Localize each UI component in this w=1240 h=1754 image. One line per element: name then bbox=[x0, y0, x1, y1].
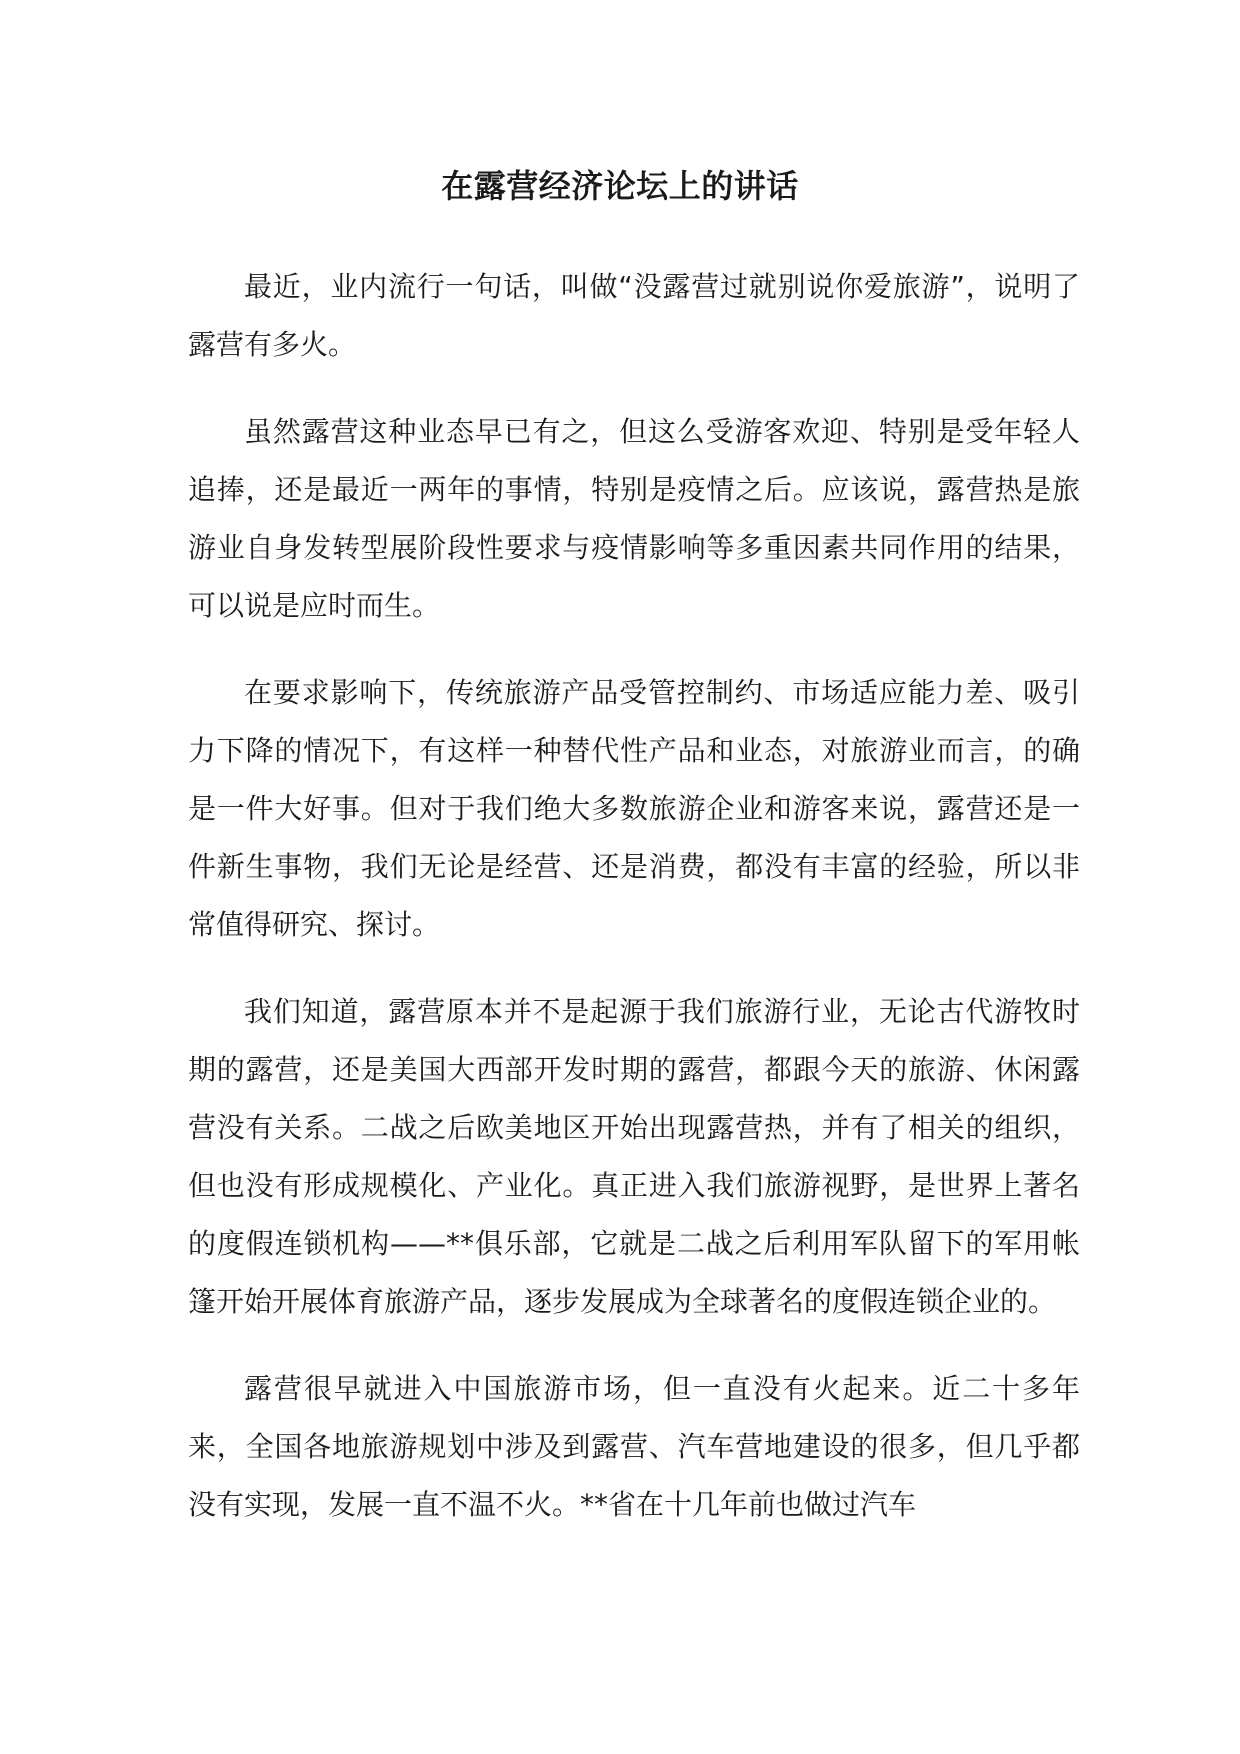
paragraph: 露营很早就进入中国旅游市场，但一直没有火起来。近二十多年来，全国各地旅游规划中涉及到露营、汽车营地建设的很多，但几乎都没有实现，发展一直不温不火。**省在十几年前也做过汽车 bbox=[188, 1372, 1080, 1521]
document-title: 在露营经济论坛上的讲话 bbox=[441, 167, 799, 205]
document-body bbox=[188, 258, 1080, 1563]
paragraph: 在要求影响下，传统旅游产品受管控制约、市场适应能力差、吸引力下降的情况下，有这样一种替代性产品和业态，对旅游业而言，的确是一件大好事。但对于我们绝大多数旅游企业和游客来说，露营还是一件新生事物，我们无论是经营、还是消费，都没有丰富的经验，所以非常值得研究、探讨。 bbox=[188, 676, 1080, 941]
paragraph: 虽然露营这种业态早已有之，但这么受游客欢迎、特别是受年轻人追捧，还是最近一两年的事情，特别是疫情之后。应该说，露营热是旅游业自身发转型展阶段性要求与疫情影响等多重因素共同作用的结果，可以说是应时而生。 bbox=[188, 415, 1080, 622]
paragraph: 最近，业内流行一句话，叫做“没露营过就别说你爱旅游”，说明了露营有多火。 bbox=[188, 270, 1080, 361]
paragraph: 我们知道，露营原本并不是起源于我们旅游行业，无论古代游牧时期的露营，还是美国大西部开发时期的露营，都跟今天的旅游、休闲露营没有关系。二战之后欧美地区开始出现露营热，并有了相关的组织，但也没有形成规模化、产业化。真正进入我们旅游视野，是世界上著名的度假连锁机构——**俱乐部，它就是二战之后利用军队留下的军用帐篷开始开展体育旅游产品，逐步发展成为全球著名的度假连锁企业的。 bbox=[188, 995, 1080, 1318]
